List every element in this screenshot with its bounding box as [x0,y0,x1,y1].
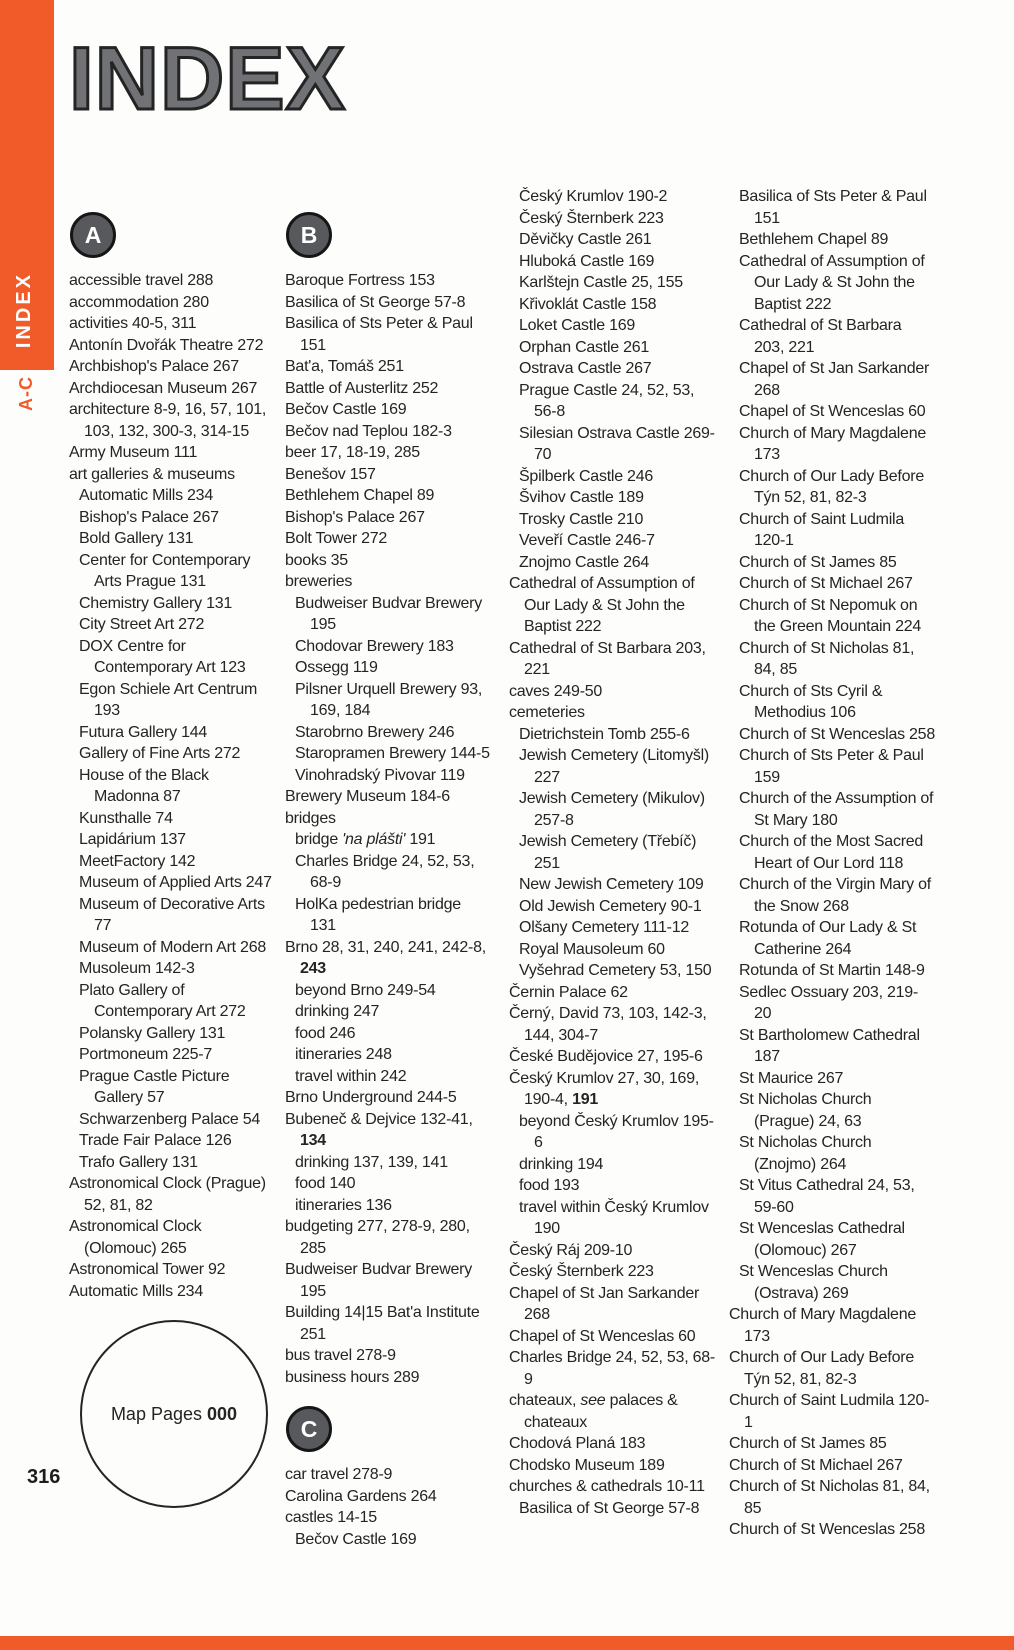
index-entry: food 193 [519,1177,580,1194]
index-entry: car travel 278-9 [285,1466,393,1483]
index-entry: Battle of Austerlitz 252 [285,379,439,397]
index-entry: castles 14-15 [285,1509,377,1526]
index-entry: budgeting 277, 278-9, 280, 285 [285,1218,470,1257]
index-entry: Church of St James 85 [729,1435,887,1452]
index-entry: České Budějovice 27, 195-6 [509,1048,703,1065]
index-entry: travel within Český Krumlov 190 [519,1198,709,1237]
index-entry: Basilica of St George 57-8 [285,293,466,311]
index-entry: Chapel of St Wenceslas 60 [739,403,926,420]
index-entry: Cathedral of Assumption of Our Lady & St John the Baptist 222 [509,575,695,635]
index-entry: Bečov Castle 169 [285,401,407,418]
index-entry: Ossegg 119 [295,659,378,676]
index-entry: Chemistry Gallery 131 [79,594,233,612]
index-entry: New Jewish Cemetery 109 [519,876,704,893]
index-column-2 [285,212,491,1550]
index-entry: Church of the Assumption of St Mary 180 [739,790,934,829]
index-entry: cemeteries [509,704,585,721]
index-entry: Český Krumlov 190-2 [519,188,668,205]
index-entry: Bold Gallery 131 [79,530,194,547]
index-entry: activities 40-5, 311 [69,315,197,332]
index-entry: Basilica of St George 57-8 [519,1499,700,1517]
index-entry: Carolina Gardens 264 [285,1487,437,1505]
index-entry: Bečov nad Teplou 182-3 [285,422,452,440]
index-entry: Jewish Cemetery (Litomyšl) 227 [519,747,709,786]
index-entry: St Nicholas Church (Prague) 24, 63 [739,1091,872,1130]
index-entry: Chapel of St Jan Sarkander 268 [509,1284,700,1323]
index-range-label: A-C [16,376,36,411]
index-entry: Vinohradský Pivovar 119 [295,766,465,784]
index-entry: Egon Schiele Art Centrum 193 [79,680,258,719]
index-entry: breweries [285,573,353,590]
map-pages-circle [80,1320,268,1508]
index-entry: Antonín Dvořák Theatre 272 [69,336,264,354]
index-entry: Křivoklát Castle 158 [519,295,657,313]
page-number: 316 [27,1466,61,1488]
index-entry: Church of Mary Magdalene 173 [739,424,926,463]
index-entry: Chodovar Brewery 183 [295,637,454,655]
index-column-1 [69,212,275,1302]
index-entry: Bat'a, Tomáš 251 [285,358,404,375]
index-entry: Švihov Castle 189 [519,489,644,506]
index-entry: Church of the Virgin Mary of the Snow 268 [739,876,931,915]
index-entry: itineraries 136 [295,1196,392,1214]
letter-badge-circle: A [70,212,116,258]
index-entry: Basilica of Sts Peter & Paul 151 [285,315,473,354]
index-entry: Church of St Wenceslas 258 [729,1521,925,1538]
index-entry: Český Šternberk 223 [509,1263,654,1280]
index-entry: HolKa pedestrian bridge 131 [295,895,461,934]
index-entry: drinking 247 [295,1003,380,1020]
index-entry: Prague Castle Picture Gallery 57 [79,1067,230,1106]
index-entry: Bečov Castle 169 [295,1530,417,1548]
index-entry: Astronomical Clock (Prague) 52, 81, 82 [69,1175,266,1214]
letter-badge-b [286,212,491,258]
index-entry: churches & cathedrals 10-11 [509,1478,705,1495]
index-entry: art galleries & museums [69,465,235,483]
index-entry: Church of the Most Sacred Heart of Our Lord 118 [739,833,924,872]
index-entry: Museum of Decorative Arts 77 [79,895,265,934]
index-entry: Veveří Castle 246-7 [519,532,655,549]
index-entry: Church of Our Lady Before Týn 52, 81, 82-3 [739,467,924,506]
index-entry: Silesian Ostrava Castle 269-70 [519,424,715,463]
index-entry: drinking 194 [519,1155,604,1173]
index-entry: Museum of Applied Arts 247 [79,874,272,891]
index-entry: Church of Mary Magdalene 173 [729,1306,916,1345]
index-entry: Český Šternberk 223 [519,209,664,227]
index-entry: Charles Bridge 24, 52, 53, 68-9 [509,1349,715,1388]
index-entry: bridge 'na plášti' 191 [295,831,436,848]
index-entry: Znojmo Castle 264 [519,553,650,571]
index-entry: Pilsner Urquell Brewery 93, 169, 184 [295,680,483,719]
index-entry: Český Ráj 209-10 [509,1241,633,1259]
index-entry: St Wenceslas Church (Ostrava) 269 [739,1263,888,1302]
index-entry: St Vitus Cathedral 24, 53, 59-60 [739,1177,915,1216]
index-entry: Futura Gallery 144 [79,723,208,741]
index-entry: architecture 8-9, 16, 57, 101, 103, 132, 300-3, 314-15 [69,401,267,440]
index-entry: Budweiser Budvar Brewery 195 [295,594,482,633]
index-entry: beyond Český Krumlov 195-6 [519,1112,714,1151]
index-entry: Gallery of Fine Arts 272 [79,745,241,762]
index-entry: Chodsko Museum 189 [509,1456,665,1474]
index-entry: Trafo Gallery 131 [79,1153,198,1171]
index-entry: Budweiser Budvar Brewery 195 [285,1261,472,1300]
index-entry: Cathedral of Assumption of Our Lady & St John the Baptist 222 [739,252,925,313]
index-entry: Schwarzenberg Palace 54 [79,1110,261,1128]
index-entry: St Wenceslas Cathedral (Olomouc) 267 [739,1220,905,1259]
map-pages-number: 000 [207,1403,238,1424]
map-pages-label: Map Pages [110,1403,202,1424]
index-entry: Church of St Michael 267 [739,575,913,592]
index-entry: Church of St Michael 267 [729,1456,903,1474]
index-entry: itineraries 248 [295,1046,392,1063]
index-entry: Bolt Tower 272 [285,530,388,547]
index-entry: Army Museum 111 [69,444,198,461]
index-entry: beyond Brno 249-54 [295,981,436,999]
index-entry: Cathedral of St Barbara 203, 221 [509,639,706,678]
index-entry: accessible travel 288 [69,272,214,289]
index-entry: Church of Sts Peter & Paul 159 [739,747,924,786]
index-entry: Chapel of St Jan Sarkander 268 [739,360,930,399]
index-entry: Chapel of St Wenceslas 60 [509,1327,696,1345]
index-entry: Church of Saint Ludmila 120-1 [729,1392,930,1431]
index-entry: Trosky Castle 210 [519,510,644,528]
index-entry: Hluboká Castle 169 [519,252,655,270]
index-entry: Old Jewish Cemetery 90-1 [519,897,702,915]
index-entry: Bethlehem Chapel 89 [285,487,435,504]
index-entry: City Street Art 272 [79,616,205,633]
index-entry: food 140 [295,1175,356,1192]
letter-badge-circle: C [286,1406,332,1452]
index-entry: Portmoneum 225-7 [79,1046,212,1063]
index-entry: Jewish Cemetery (Třebíč) 251 [519,833,697,872]
index-entry: Royal Mausoleum 60 [519,940,665,958]
index-entry: House of the Black Madonna 87 [79,766,209,805]
index-entry: Center for Contemporary Arts Prague 131 [79,551,251,590]
index-entry: Děvičky Castle 261 [519,231,652,248]
index-entry: Benešov 157 [285,465,376,483]
index-entry: Dietrichstein Tomb 255-6 [519,725,690,743]
index-entry: Bethlehem Chapel 89 [739,231,889,248]
index-entry: St Maurice 267 [739,1069,844,1087]
index-entry: Cathedral of St Barbara 203, 221 [739,317,902,356]
index-entry: Church of St Nepomuk on the Green Mountain 224 [739,596,922,635]
index-entry: Church of St James 85 [739,553,897,571]
index-entry: Trade Fair Palace 126 [79,1132,232,1149]
index-entry: DOX Centre for Contemporary Art 123 [79,637,246,676]
index-entry: Jewish Cemetery (Mikulov) 257-8 [519,790,705,829]
index-entry: Charles Bridge 24, 52, 53, 68-9 [295,852,475,891]
index-entry: Astronomical Tower 92 [69,1261,226,1278]
index-entry: Brno Underground 244-5 [285,1089,457,1106]
bottom-accent-bar [0,1636,1014,1650]
index-entry: Building 14|15 Bat'a Institute 251 [285,1304,480,1343]
index-entry: Musoleum 142-3 [79,960,195,977]
letter-badge-c [286,1406,491,1452]
index-entry: Astronomical Clock (Olomouc) 265 [69,1218,202,1257]
index-entry: Baroque Fortress 153 [285,272,435,289]
index-entry: Automatic Mills 234 [69,1282,203,1300]
index-entry: chateaux, see palaces & chateaux [509,1392,678,1431]
index-entry: Basilica of Sts Peter & Paul 151 [739,188,927,227]
index-entry: Bishop's Palace 267 [285,508,425,526]
index-entry: Karlštejn Castle 25, 155 [519,274,683,291]
index-entry: Kunsthalle 74 [79,809,173,827]
index-entry: Loket Castle 169 [519,317,636,334]
index-entry: Church of Our Lady Before Týn 52, 81, 82-3 [729,1349,914,1388]
index-entry: Church of Saint Ludmila 120-1 [739,510,905,549]
index-entry: Church of St Nicholas 81, 84, 85 [739,639,915,678]
index-entry: Sedlec Ossuary 203, 219-20 [739,983,918,1022]
index-entry: Automatic Mills 234 [79,487,213,504]
index-entry: Archbishop's Palace 267 [69,358,239,375]
index-entry: Polansky Gallery 131 [79,1024,226,1042]
index-entry: Rotunda of Our Lady & St Catherine 264 [739,919,917,958]
index-entry: Český Krumlov 27, 30, 169, 190-4, 191 [509,1069,700,1108]
index-entry: Chodová Planá 183 [509,1435,646,1452]
index-entry: Černý, David 73, 103, 142-3, 144, 304-7 [509,1005,707,1044]
index-entry: Church of St Nicholas 81, 84, 85 [729,1478,930,1517]
index-entry: Černin Palace 62 [509,983,628,1001]
index-entry: Prague Castle 24, 52, 53, 56-8 [519,381,695,420]
index-entry: St Bartholomew Cathedral 187 [739,1026,920,1065]
index-entry: bus travel 278-9 [285,1347,396,1364]
index-entry: Brewery Museum 184-6 [285,788,450,805]
index-entry: accommodation 280 [69,293,209,311]
index-entry: St Nicholas Church (Znojmo) 264 [739,1134,872,1173]
index-entry: drinking 137, 139, 141 [295,1153,448,1171]
index-entry: beer 17, 18-19, 285 [285,444,420,461]
index-entry: Lapidárium 137 [79,831,186,848]
index-entry: food 246 [295,1024,356,1042]
index-entry: Ostrava Castle 267 [519,360,652,377]
index-entry: caves 249-50 [509,682,603,700]
index-entry: business hours 289 [285,1368,420,1386]
index-entry: Staropramen Brewery 144-5 [295,745,490,762]
index-entry: Špilberk Castle 246 [519,467,653,485]
index-entry: bridges [285,809,336,827]
index-entry: Rotunda of St Martin 148-9 [739,962,925,979]
letter-badge-a [70,212,275,258]
index-entry: Archdiocesan Museum 267 [69,379,258,397]
index-entry: Brno 28, 31, 240, 241, 242-8, 243 [285,938,486,977]
index-entry: Starobrno Brewery 246 [295,723,455,741]
index-entry: Vyšehrad Cemetery 53, 150 [519,962,712,979]
index-column-4 [729,186,935,1541]
index-entry: books 35 [285,551,348,569]
index-entry: Olšany Cemetery 111-12 [519,919,689,936]
index-entry: MeetFactory 142 [79,852,196,870]
index-entry: Church of Sts Cyril & Methodius 106 [739,682,883,721]
letter-badge-circle: B [286,212,332,258]
page-title: INDEX [69,28,346,128]
index-column-3 [509,186,715,1519]
index-entry: Plato Gallery of Contemporary Art 272 [79,981,246,1020]
index-entry: Bishop's Palace 267 [79,508,219,526]
index-tab-label: INDEX [13,272,35,349]
index-entry: Church of St Wenceslas 258 [739,725,935,743]
index-entry: travel within 242 [295,1067,407,1085]
index-entry: Bubeneč & Dejvice 132-41, 134 [285,1110,473,1149]
index-entry: Orphan Castle 261 [519,338,650,356]
index-entry: Museum of Modern Art 268 [79,938,266,956]
